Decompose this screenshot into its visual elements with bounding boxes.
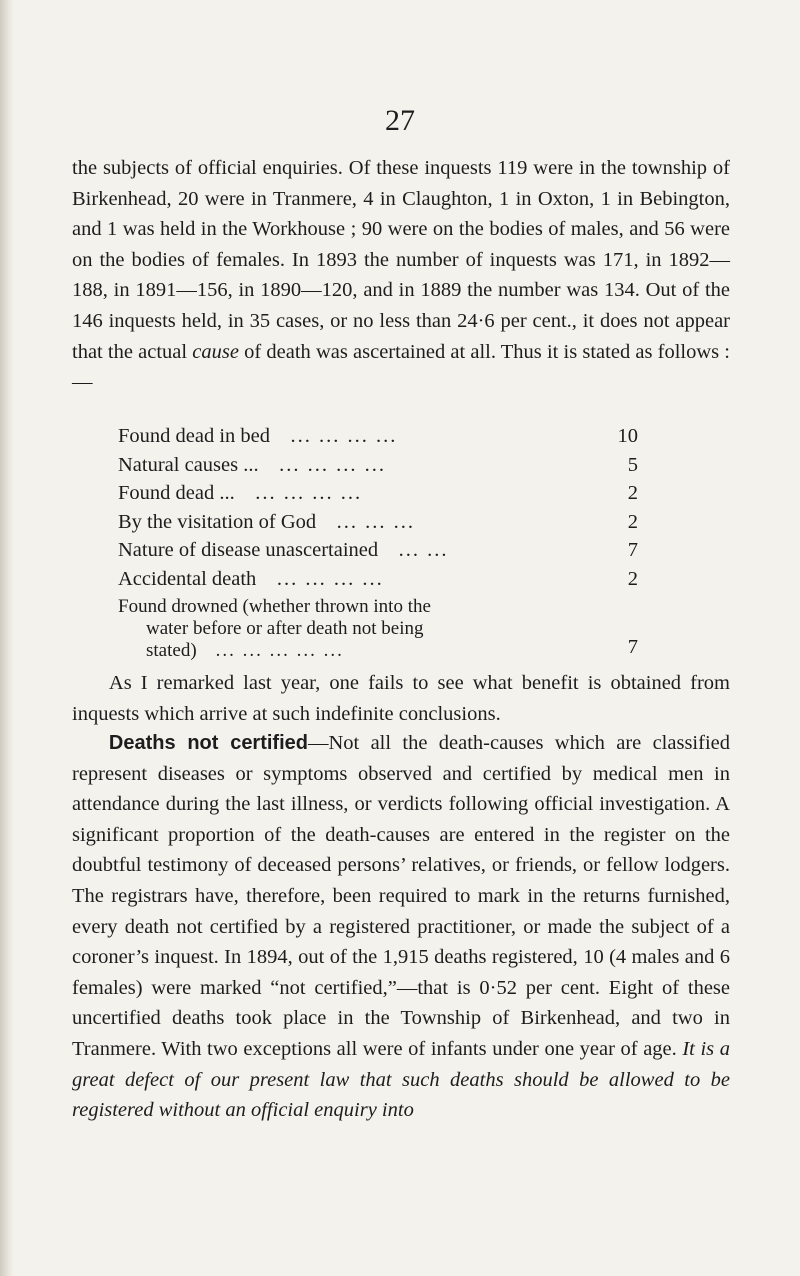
verdict-count: 2	[627, 482, 638, 505]
verdict-dots: ... ... ... ...	[279, 453, 386, 476]
verdicts-table	[118, 422, 638, 662]
verdict-row	[118, 536, 638, 565]
paragraph-inquests	[72, 153, 730, 398]
verdict-label: Found dead in bed	[118, 425, 271, 447]
paragraph-text-end: of death was ascertained at all. Thus it is stated as follows :—	[72, 340, 731, 394]
verdict-row	[118, 565, 638, 594]
verdict-label-line2: water before or after death not being	[146, 617, 424, 639]
verdict-count: 7	[627, 539, 638, 562]
verdict-dots: ... ... ...	[336, 510, 416, 533]
italic-cause: cause	[192, 340, 239, 363]
verdict-row	[118, 479, 638, 508]
page-edge	[0, 0, 14, 1276]
section-heading: Deaths not certified	[108, 732, 308, 754]
verdict-label-line1: Found drowned (whether thrown into the	[118, 595, 431, 617]
paragraph-text: the subjects of official enquiries. Of these inquests 119 were in the township of Birkenhead, 20 were in Tranmere, 4 in Claughton, 1 in Oxton, 1 in Bebington, and 1 was held in the Workhouse ; 90 were on the bodies of males, and 56 were on the bodies of females. In 1893 the number of inquests was 171, in 1892—188, in 1891—156, in 1890—120, and in 1889 the number was 134. Out of the 146 inquests held, in 35 cases, or no less than 24·6 per cent., it does not appear that the actual	[72, 157, 730, 363]
verdict-dots: ... ... ... ...	[276, 567, 384, 590]
verdict-label: Found dead ...	[118, 482, 235, 505]
verdict-count: 10	[617, 425, 638, 447]
verdict-label: By the visitation of God	[118, 510, 317, 533]
verdict-row	[118, 451, 638, 480]
italic-text: It is a great defect of our present law that such deaths should be allowed to be registered without an official enquiry into	[72, 1037, 730, 1122]
verdict-row	[118, 508, 638, 537]
paragraph-deaths-not-certified	[72, 728, 730, 1126]
verdict-count: 2	[627, 567, 638, 590]
verdict-row-multiline	[118, 596, 638, 662]
paragraph-remark	[72, 668, 730, 729]
verdict-count: 5	[627, 453, 638, 476]
verdict-label: Natural causes ...	[118, 453, 259, 476]
verdict-row	[118, 422, 638, 451]
paragraph-text: As I remarked last year, one fails to see what benefit is obtained from inquests which arrive at such indefinite conclusions.	[72, 672, 730, 725]
verdict-dots: ... ... ... ... ...	[215, 639, 344, 661]
verdict-dots: ... ... ... ...	[255, 482, 363, 505]
verdict-dots: ... ... ... ...	[290, 425, 398, 447]
verdict-label: Nature of disease unascertained	[118, 539, 379, 562]
verdict-dots: ... ...	[398, 539, 449, 562]
page-number: 27	[385, 104, 415, 137]
verdict-label: Accidental death	[118, 567, 257, 590]
verdict-count: 2	[627, 510, 638, 533]
paragraph-text: —Not all the death-causes which are classified represent diseases or symptoms observed and certified by medical men in attendance during the last illness, or verdicts following official investigation. A significant proportion of the death-causes are entered in the register on the doubtful testimony of deceased persons’ relatives, or friends, or fellow lodgers. The registrars have, therefore, been required to mark in the returns furnished, every death not certified by a registered practitioner, or made the subject of a coroner’s inquest. In 1894, out of the 1,915 deaths registered, 10 (4 males and 6 females) were marked “not certified,”—that is 0·52 per cent. Eight of these uncertified deaths took place in the Township of Birkenhead, and two in Tranmere. With two exceptions all were of infants under one year of age.	[72, 732, 731, 1060]
verdict-label-line3: stated)	[146, 639, 197, 661]
verdict-count: 7	[627, 635, 638, 658]
